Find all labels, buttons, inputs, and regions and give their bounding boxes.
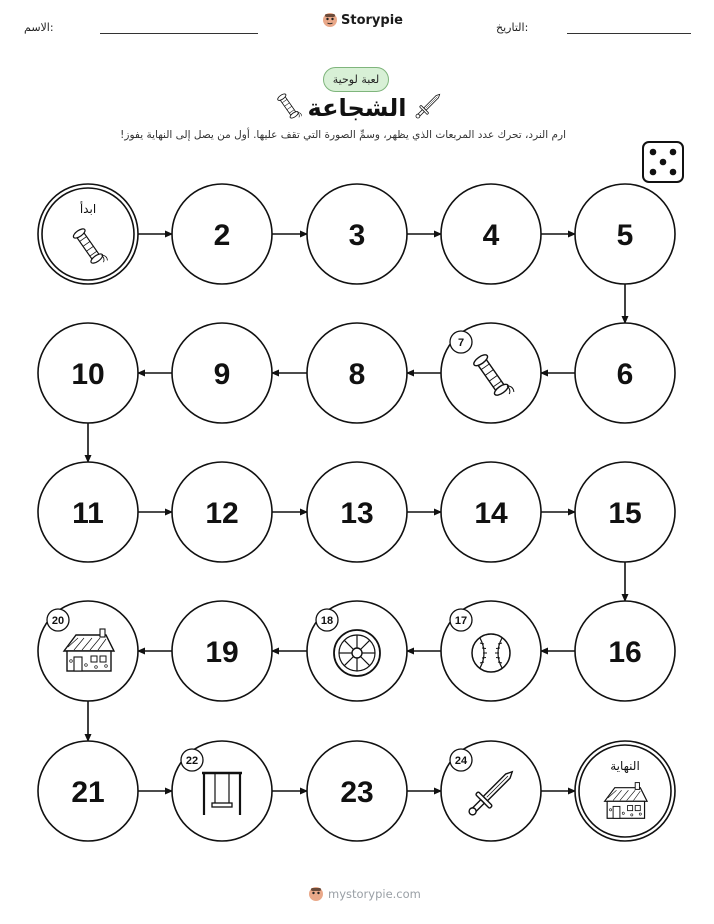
cell-number: 5 — [616, 219, 634, 252]
cell-number: 9 — [213, 358, 231, 391]
board-game-badge: لعبة لوحية — [323, 67, 389, 92]
cell-number: 23 — [340, 776, 374, 809]
baseball-icon — [472, 634, 510, 672]
board-cell-4 — [441, 184, 541, 284]
board-cell-3 — [307, 184, 407, 284]
board-cell-11 — [38, 462, 138, 562]
board-cell-13 — [307, 462, 407, 562]
board-cell-20 — [38, 601, 138, 701]
name-label: الاسم: — [24, 21, 54, 34]
page-title: الشجاعة — [307, 94, 407, 122]
cell-number: 6 — [616, 358, 634, 391]
board-cell-10 — [38, 323, 138, 423]
wheel-icon — [334, 630, 380, 676]
cell-number: 8 — [348, 358, 366, 391]
finish-label: النهاية — [610, 759, 640, 773]
cell-number: 18 — [320, 615, 334, 627]
brand-name: Storypie — [341, 12, 403, 28]
board-cell-2 — [172, 184, 272, 284]
cell-number: 22 — [185, 755, 199, 767]
board-cell-1 — [38, 184, 138, 284]
board-cell-21 — [38, 741, 138, 841]
dice-icon — [643, 142, 683, 182]
board-cell-23 — [307, 741, 407, 841]
board-cells — [38, 184, 675, 841]
storypie-mascot-icon — [308, 886, 324, 902]
board-cell-8 — [307, 323, 407, 423]
board-cell-22 — [172, 741, 272, 841]
cell-number: 7 — [457, 337, 465, 349]
cell-number: 24 — [454, 755, 468, 767]
cell-number: 21 — [71, 776, 105, 809]
board-cell-5 — [575, 184, 675, 284]
cell-number: 10 — [71, 358, 105, 391]
board-cell-16 — [575, 601, 675, 701]
start-label: ابدأ — [79, 202, 97, 216]
cell-number: 16 — [608, 636, 642, 669]
date-label: التاريخ: — [496, 21, 529, 34]
cell-number: 13 — [340, 497, 374, 530]
cell-number: 3 — [348, 219, 366, 252]
cell-number: 19 — [205, 636, 239, 669]
cell-number: 12 — [205, 497, 239, 530]
board-cell-14 — [441, 462, 541, 562]
cell-number: 17 — [454, 615, 468, 627]
cell-number: 14 — [474, 497, 508, 530]
board-cell-15 — [575, 462, 675, 562]
cell-number: 4 — [482, 219, 500, 252]
cell-number: 20 — [51, 615, 65, 627]
board-cell-9 — [172, 323, 272, 423]
title-sword-icon — [413, 90, 444, 121]
footer — [308, 886, 421, 902]
board-cell-17 — [441, 601, 541, 701]
footer-url[interactable]: mystorypie.com — [328, 887, 421, 901]
cell-number: 11 — [72, 497, 104, 530]
cell-number: 15 — [608, 497, 642, 530]
cell-circle — [38, 184, 138, 284]
instructions: ارم النرد، تحرك عدد المربعات الذي يظهر، وسمِّ الصورة التي تقف عليها. أول من يصل إلى النهاية يفوز! — [120, 129, 566, 141]
board-cell-19 — [172, 601, 272, 701]
title-scroll-icon — [277, 92, 303, 122]
board-cell-24 — [441, 741, 541, 841]
board-cell-7 — [441, 323, 541, 423]
cell-number: 2 — [213, 219, 231, 252]
board-cell-6 — [575, 323, 675, 423]
board-cell-18 — [307, 601, 407, 701]
board-cell-12 — [172, 462, 272, 562]
board-cell-25 — [575, 741, 675, 841]
